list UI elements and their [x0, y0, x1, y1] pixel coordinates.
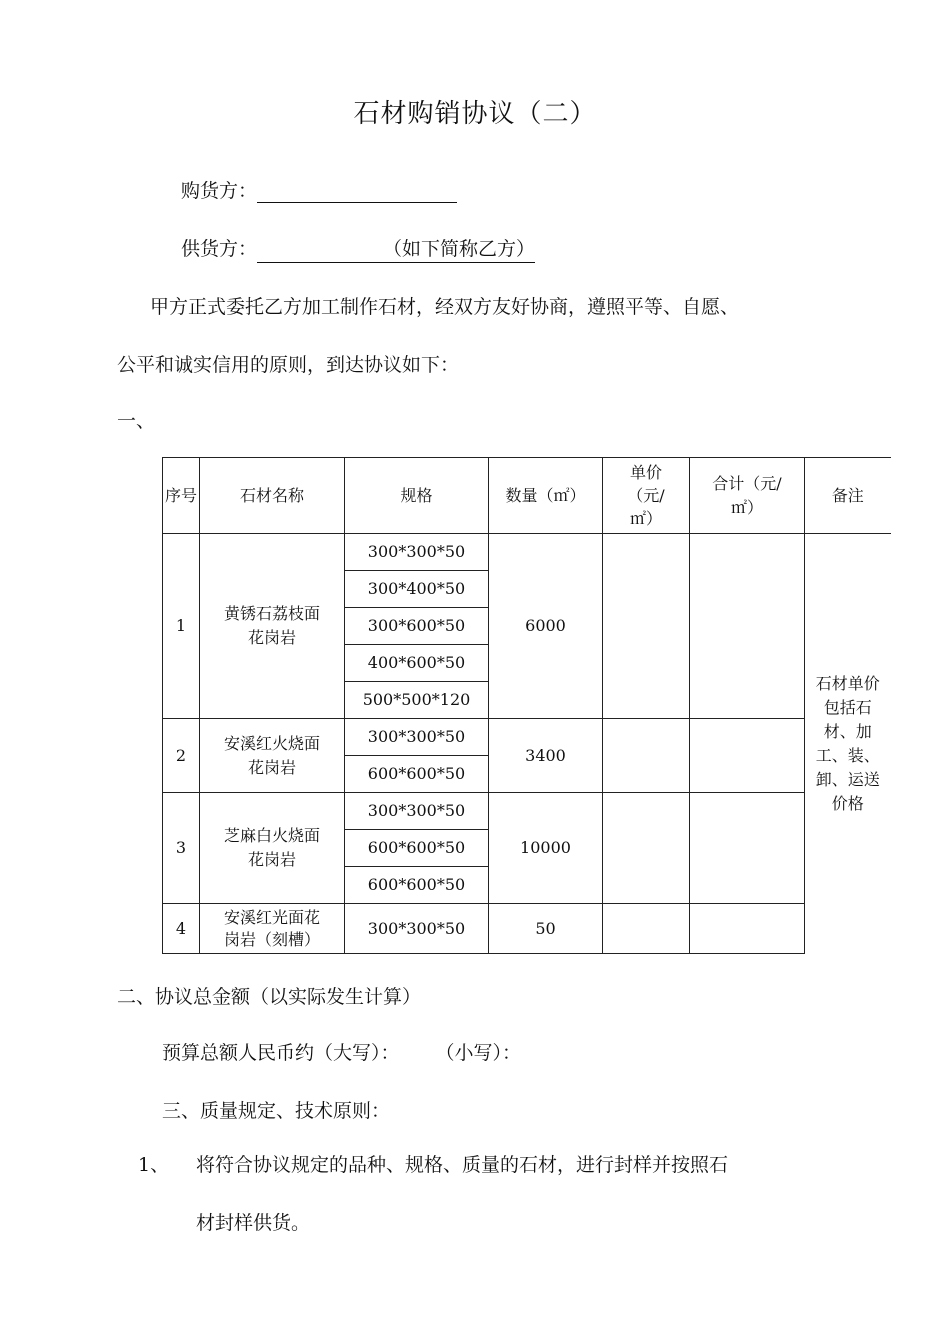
- name-cell: 黄锈石荔枝面 花岗岩: [200, 534, 345, 719]
- supplier-underline: [257, 238, 535, 263]
- spec-cell: 300*600*50: [345, 608, 489, 645]
- price-cell: [603, 793, 690, 904]
- name-cell: 安溪红光面花 岗岩（刻槽）: [200, 904, 345, 954]
- spec-cell: 400*600*50: [345, 645, 489, 682]
- header-note: 备注: [805, 458, 891, 534]
- header-name: 石材名称: [200, 458, 345, 534]
- header-price: 单价 （元/ ㎡）: [603, 458, 690, 534]
- remark-cell: 石材单价 包括石 材、加 工、装、 卸、运送 价格: [805, 534, 891, 954]
- item-1-line-1: 将符合协议规定的品种、规格、质量的石材，进行封样并按照石: [196, 1154, 729, 1176]
- table-row: [163, 904, 891, 954]
- price-cell: [603, 534, 690, 719]
- qty-cell: 6000: [489, 534, 603, 719]
- supplier-line: [181, 234, 535, 261]
- section-2-heading: 二、协议总金额（以实际发生计算）: [117, 986, 422, 1008]
- item-1-line-2: 材封样供货。: [196, 1212, 311, 1234]
- qty-cell: 10000: [489, 793, 603, 904]
- name-cell: 安溪红火烧面 花岗岩: [200, 719, 345, 793]
- seq-cell: 3: [163, 793, 200, 904]
- supplier-label: 供货方：: [181, 238, 258, 260]
- seq-cell: 4: [163, 904, 200, 954]
- buyer-blank: [257, 180, 457, 203]
- name-cell: 芝麻白火烧面 花岗岩: [200, 793, 345, 904]
- spec-cell: 300*300*50: [345, 793, 489, 830]
- qty-cell: 50: [489, 904, 603, 954]
- table-header-row: [163, 458, 891, 534]
- total-cell: [690, 534, 805, 719]
- spec-cell: 300*300*50: [345, 904, 489, 954]
- seq-cell: 2: [163, 719, 200, 793]
- total-cell: [690, 904, 805, 954]
- table-row: [163, 793, 891, 830]
- intro-line-1: 甲方正式委托乙方加工制作石材，经双方友好协商，遵照平等、自愿、: [150, 296, 740, 318]
- section-3-heading: 三、质量规定、技术原则：: [162, 1100, 391, 1122]
- budget-line: [162, 1038, 521, 1065]
- spec-cell: 600*600*50: [345, 867, 489, 904]
- table-row: [163, 534, 891, 571]
- buyer-label: 购货方：: [181, 180, 258, 202]
- page-title: 石材购销协议（二）: [353, 99, 597, 129]
- header-seq: 序号: [163, 458, 200, 534]
- spec-cell: 600*600*50: [345, 756, 489, 793]
- spec-cell: 300*300*50: [345, 534, 489, 571]
- total-cell: [690, 793, 805, 904]
- supplier-note: （如下简称乙方）: [383, 238, 536, 260]
- header-qty: 数量（㎡）: [489, 458, 603, 534]
- price-cell: [603, 719, 690, 793]
- intro-line-2: 公平和诚实信用的原则，到达协议如下：: [117, 354, 460, 376]
- stone-table: [162, 457, 891, 954]
- spec-cell: 300*400*50: [345, 571, 489, 608]
- item-1-number: 1、: [138, 1154, 170, 1176]
- table-row: [163, 719, 891, 756]
- seq-cell: 1: [163, 534, 200, 719]
- total-cell: [690, 719, 805, 793]
- spec-cell: 500*500*120: [345, 682, 489, 719]
- qty-cell: 3400: [489, 719, 603, 793]
- spec-cell: 300*300*50: [345, 719, 489, 756]
- spec-cell: 600*600*50: [345, 830, 489, 867]
- price-cell: [603, 904, 690, 954]
- budget-small-label: （小写）：: [435, 1042, 522, 1064]
- header-total: 合计（元/ ㎡）: [690, 458, 805, 534]
- buyer-line: [181, 176, 457, 203]
- section-1-heading: 一、: [117, 410, 156, 432]
- budget-big-label: 预算总额人民币约（大写）：: [162, 1042, 400, 1064]
- header-spec: 规格: [345, 458, 489, 534]
